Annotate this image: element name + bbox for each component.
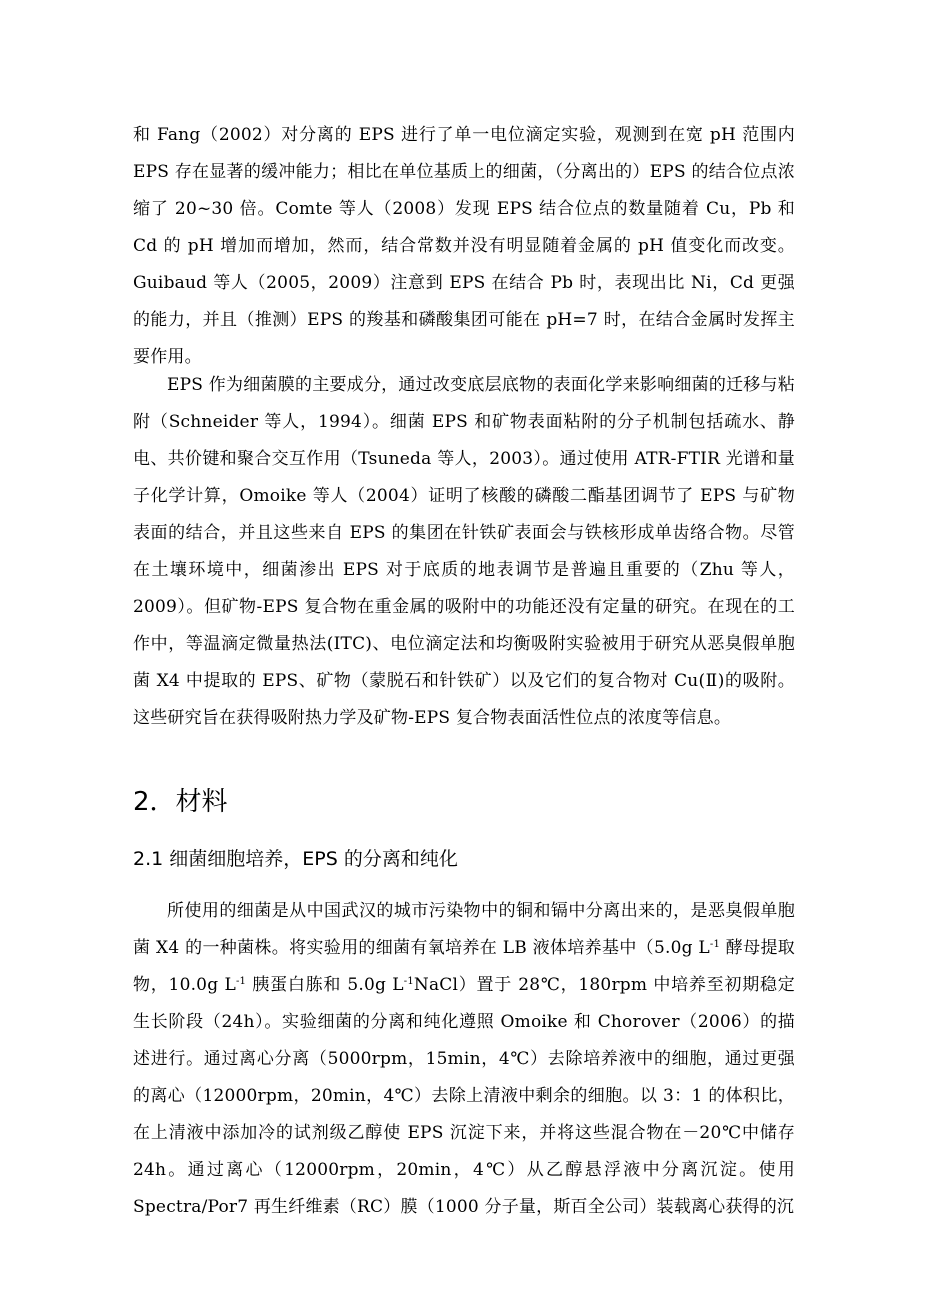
text-run: 胰蛋白胨和 5.0g L [246,975,404,995]
paragraph-culture-method [133,893,795,1226]
superscript: -1 [709,939,721,950]
superscript: -1 [403,976,414,987]
text-run: 所使用的细菌是从中国武汉的城市污染物中的铜和镉中分离出来的，是恶臭假单胞菌 X4 的一种菌株。将实验用的细菌有氧培养在 LB 液体培养基中（5.0g L [133,901,795,958]
paragraph-fang-titration: 和 Fang（2002）对分离的 EPS 进行了单一电位滴定实验，观测到在宽 pH 范围内 EPS 存在显著的缓冲能力；相比在单位基质上的细菌，（分离出的）EPS 的结合位点浓缩了 20~30 倍。Comte 等人（2008）发现 EPS 结合位点的数量随着 Cu，Pb 和 Cd 的 pH 增加而增加，然而，结合常数并没有明显随着金属的 pH 值变化而改变。Guibaud 等人（2005，2009）注意到 EPS 在结合 Pb 时，表现出比 Ni，Cd 更强的能力，并且（推测）EPS 的羧基和磷酸集团可能在 pH=7 时，在结合金属时发挥主要作用。 [133,125,795,367]
text-run: 酵母提取物，10.0g L [133,938,795,995]
text-run: NaCl）置于 28℃，180rpm 中培养至初期稳定生长阶段（24h）。实验细菌的分离和纯化遵照 Omoike 和 Chorover（2006）的描述进行。通过离心分离（5000rpm，15min，4℃）去除培养液中的细胞，通过更强的离心（12000rpm，20min，4℃）去除上清液中剩余的细胞。以 3：1 的体积比，在上清液中添加冷的试剂级乙醇使 EPS 沉淀下来，并将这些混合物在－20℃中储存 24h。通过离心（12000rpm，20min，4℃）从乙醇悬浮液中分离沉淀。使用 Spectra/Por7 再生纤维素（RC）膜（1000 分子量，斯百全公司）装载离心获得的沉 [133,975,795,1217]
subsection-heading-culture: 2.1 细菌细胞培养，EPS 的分离和纯化 [133,848,458,870]
paragraph-eps-role: EPS 作为细菌膜的主要成分，通过改变底层底物的表面化学来影响细菌的迁移与粘附（Schneider 等人，1994）。细菌 EPS 和矿物表面粘附的分子机制包括疏水、静电、共价键和聚合交互作用（Tsuneda 等人，2003）。通过使用 ATR-FTIR 光谱和量子化学计算，Omoike 等人（2004）证明了核酸的磷酸二酯基团调节了 EPS 与矿物表面的结合，并且这些来自 EPS 的集团在针铁矿表面会与铁核形成单齿络合物。尽管在土壤环境中，细菌渗出 EPS 对于底质的地表调节是普遍且重要的（Zhu 等人，2009）。但矿物-EPS 复合物在重金属的吸附中的功能还没有定量的研究。在现在的工作中，等温滴定微量热法(ITC)、电位滴定法和均衡吸附实验被用于研究从恶臭假单胞菌 X4 中提取的 EPS、矿物（蒙脱石和针铁矿）以及它们的复合物对 Cu(Ⅱ)的吸附。这些研究旨在获得吸附热力学及矿物-EPS 复合物表面活性位点的浓度等信息。 [133,375,795,728]
section-heading-materials: 2．材料 [133,787,228,817]
superscript: -1 [235,976,247,987]
